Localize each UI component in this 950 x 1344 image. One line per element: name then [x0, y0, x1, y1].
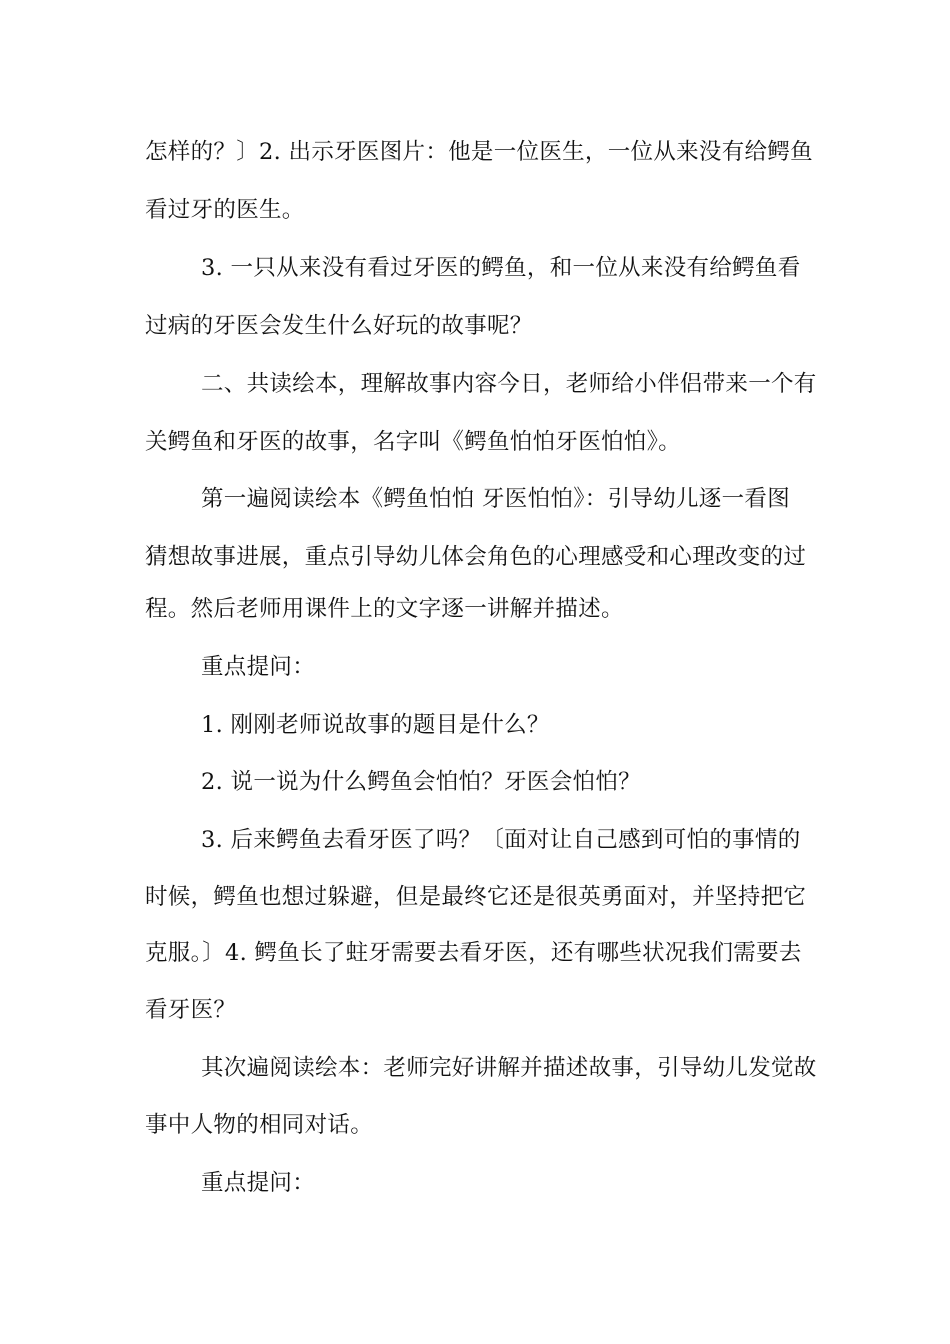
text-line: 3. 一只从来没有看过牙医的鳄鱼，和一位从来没有给鳄鱼看: [201, 255, 801, 281]
text-line: 第一遍阅读绘本《鳄鱼怕怕 牙医怕怕》：引导幼儿逐一看图: [201, 486, 791, 512]
text-line: 关鳄鱼和牙医的故事，名字叫《鳄鱼怕怕牙医怕怕》。: [145, 429, 681, 455]
text-line: 看过牙的医生。: [145, 197, 305, 223]
list-item: 3. 后来鳄鱼去看牙医了吗？〔面对让自己感到可怕的事情的: [201, 827, 801, 853]
list-item: 1. 刚刚老师说故事的题目是什么？: [201, 712, 550, 738]
text-line: 二、共读绘本，理解故事内容今日，老师给小伴侣带来一个有: [201, 371, 817, 397]
text-line: 其次遍阅读绘本：老师完好讲解并描述故事，引导幼儿发觉故: [201, 1055, 817, 1081]
text-line: 程。然后老师用课件上的文字逐一讲解并描述。: [145, 596, 624, 622]
text-line: 事中人物的相同对话。: [145, 1112, 374, 1138]
text-line: 怎样的？〕2. 出示牙医图片：他是一位医生，一位从来没有给鳄鱼: [145, 139, 813, 165]
list-item: 2. 说一说为什么鳄鱼会怕怕？牙医会怕怕？: [201, 769, 641, 795]
text-line: 克服。〕4. 鳄鱼长了蛀牙需要去看牙医，还有哪些状况我们需要去: [145, 940, 802, 966]
text-line: 猜想故事进展，重点引导幼儿体会角色的心理感受和心理改变的过: [145, 544, 807, 570]
text-line: 时候，鳄鱼也想过躲避，但是最终它还是很英勇面对，并坚持把它: [145, 884, 807, 910]
section-heading: 重点提问：: [201, 1170, 316, 1196]
text-line: 看牙医？: [145, 997, 237, 1023]
text-line: 过病的牙医会发生什么好玩的故事呢？: [145, 313, 533, 339]
section-heading: 重点提问：: [201, 654, 316, 680]
